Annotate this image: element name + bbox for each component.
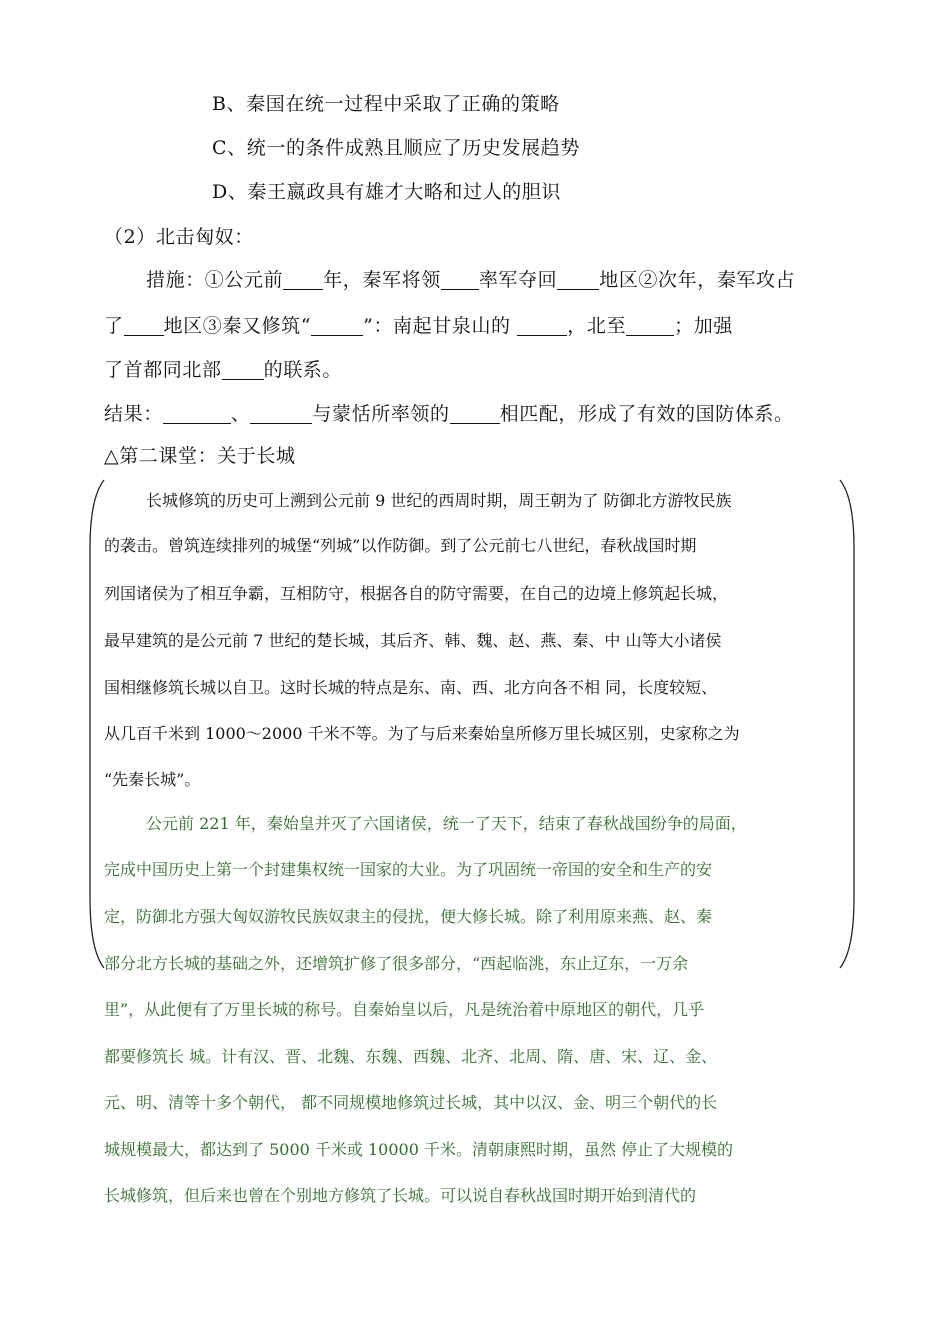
reading-line: 定，防御北方强大匈奴游牧民族奴隶主的侵扰，便大修长城。除了利用原来燕、赵、秦 bbox=[104, 907, 713, 926]
reading-line: 都要修筑长 城。计有汉、晋、北魏、东魏、西魏、北齐、北周、隋、唐、宋、辽、金、 bbox=[104, 1047, 718, 1066]
lesson2-title: △第二课堂：关于长城 bbox=[104, 445, 296, 467]
option-c: C、统一的条件成熟且顺应了历史发展趋势 bbox=[212, 137, 580, 159]
result-line: 结果： 、 与蒙恬所率领的 相匹配，形成了有效的国防体系。 bbox=[104, 403, 794, 425]
reading-line: 从几百千米到 1000～2000 千米不等。为了与后来秦始皇所修万里长城区别，史家称之为 bbox=[104, 724, 740, 743]
reading-line: 部分北方长城的基础之外，还增筑扩修了很多部分，“西起临洮，东止辽东，一万余 bbox=[104, 954, 689, 973]
reading-line: 长城修筑，但后来也曾在个别地方修筑了长城。可以说自春秋战国时期开始到清代的 bbox=[104, 1186, 697, 1205]
reading-line: 元、明、清等十多个朝代， 都不同规模地修筑过长城，其中以汉、金、明三个朝代的长 bbox=[104, 1093, 718, 1112]
blank-result-2 bbox=[250, 404, 312, 424]
section-heading: （2）北击匈奴： bbox=[104, 226, 254, 248]
option-d: D、秦王嬴政具有雄才大略和过人的胆识 bbox=[212, 181, 562, 203]
reading-line: 最早建筑的是公元前 7 世纪的楚长城，其后齐、韩、魏、赵、燕、秦、中 山等大小诸侯 bbox=[104, 631, 722, 650]
reading-line: 里”，从此便有了万里长城的称号。自秦始皇以后，凡是统治着中原地区的朝代，几乎 bbox=[104, 1000, 705, 1019]
reading-line: 公元前 221 年，秦始皇并灭了六国诸侯，统一了天下，结束了春秋战国纷争的局面， bbox=[146, 814, 747, 833]
blank-end-point bbox=[626, 316, 674, 336]
reading-line: 国相继修筑长城以自卫。这时长城的特点是东、南、西、北方向各不相 同，长度较短、 bbox=[104, 678, 718, 697]
blank-north bbox=[222, 360, 264, 380]
reading-line: 列国诸侯为了相互争霸，互相防守，根据各自的防守需要，在自己的边境上修筑起长城， bbox=[104, 584, 729, 603]
blank-result-3 bbox=[450, 404, 500, 424]
option-b: B、秦国在统一过程中采取了正确的策略 bbox=[212, 93, 560, 115]
reading-line: 长城修筑的历史可上溯到公元前 9 世纪的西周时期，周王朝为了 防御北方游牧民族 bbox=[146, 491, 732, 510]
reading-line: 的袭击。曾筑连续排列的城堡“列城”以作防御。到了公元前七八世纪，春秋战国时期 bbox=[104, 536, 697, 555]
reading-line: “先秦长城”。 bbox=[104, 770, 201, 789]
reading-line: 城规模最大，都达到了 5000 千米或 10000 千米。清朝康熙时期，虽然 停止了大规模的 bbox=[104, 1140, 734, 1159]
blank-general bbox=[441, 270, 479, 290]
blank-wall-name bbox=[311, 316, 363, 336]
blank-result-1 bbox=[163, 404, 231, 424]
blank-year bbox=[283, 270, 323, 290]
reading-line: 完成中国历史上第一个封建集权统一国家的大业。为了巩固统一帝国的安全和生产的安 bbox=[104, 860, 713, 879]
blank-start-point bbox=[517, 316, 567, 336]
measures-line-2: 了 地区③秦又修筑“ ”：南起甘泉山的 ，北至 ；加强 bbox=[104, 315, 733, 337]
measures-line-1: 措施：①公元前 年，秦军将领 率军夺回 地区②次年，秦军攻占 bbox=[146, 269, 796, 291]
measures-line-3: 了首都同北部 的联系。 bbox=[104, 359, 343, 381]
blank-region-1 bbox=[557, 270, 599, 290]
blank-region-2 bbox=[124, 316, 164, 336]
